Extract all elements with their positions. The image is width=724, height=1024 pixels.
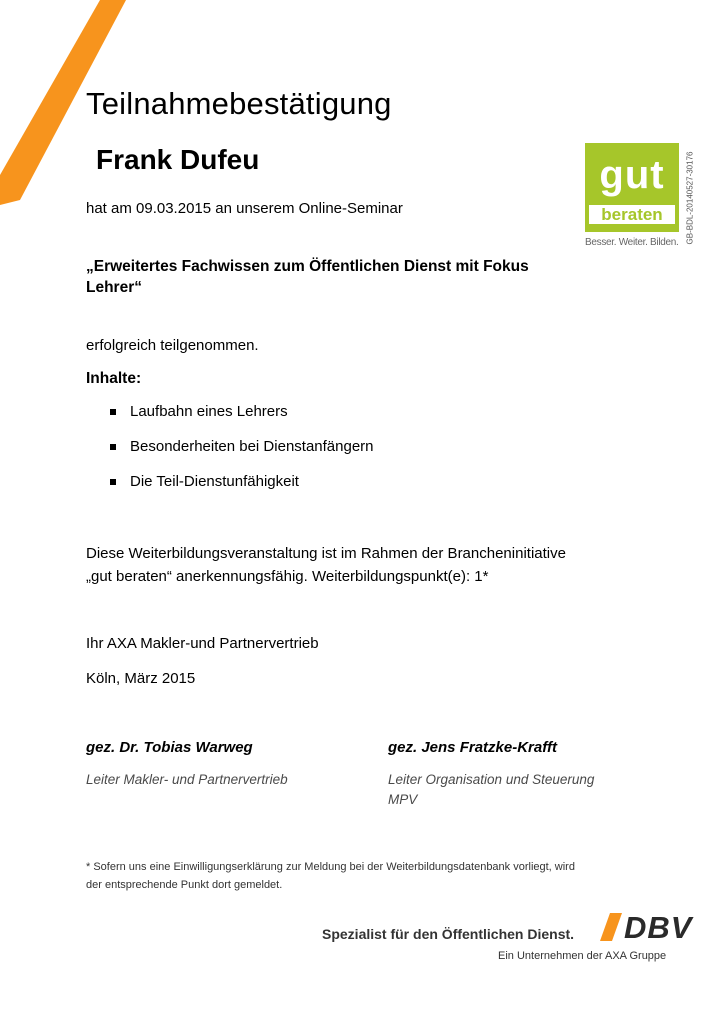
- completion-text: erfolgreich teilgenommen.: [86, 337, 259, 354]
- document-title: Teilnahmebestätigung: [86, 86, 392, 121]
- seminar-title-line-2: Lehrer“: [86, 279, 142, 296]
- recognition-line-1: Diese Weiterbildungsveranstaltung ist im Rahmen der Brancheninitiative: [86, 545, 566, 562]
- list-item: [108, 473, 374, 508]
- seminar-title-line-1: „Erweitertes Fachwissen zum Öffentlichen Dienst mit Fokus: [86, 258, 529, 275]
- contents-heading: Inhalte:: [86, 370, 142, 387]
- dbv-logo: [598, 910, 710, 944]
- place-date: Köln, März 2015: [86, 670, 196, 687]
- dbv-logo-text: DBV: [624, 910, 693, 945]
- specialist-tagline: Spezialist für den Öffentlichen Dienst.: [322, 926, 575, 942]
- bullet-square-icon: [110, 444, 116, 450]
- list-item-text: Besonderheiten bei Dienstanfängern: [130, 438, 374, 455]
- signatory-role: Leiter Makler- und Partnervertrieb: [86, 772, 288, 787]
- group-affiliation: Ein Unternehmen der AXA Gruppe: [498, 950, 667, 962]
- list-item-text: Laufbahn eines Lehrers: [130, 403, 288, 420]
- badge-id-text: GB-BDL-20140527-30176: [685, 151, 695, 245]
- footnote: [86, 858, 646, 894]
- list-item-text: Die Teil-Dienstunfähigkeit: [130, 473, 299, 490]
- badge-word-gut: gut: [599, 153, 665, 197]
- badge-logo-box: [585, 143, 679, 232]
- footnote-line-1: * Sofern uns eine Einwilligungserklärung zur Meldung bei der Weiterbildungsdatenbank vorliegt, wird: [86, 861, 575, 873]
- recognition-line-2: „gut beraten“ anerkennungsfähig. Weiterbildungspunkt(e): 1*: [86, 568, 489, 585]
- seminar-title: [86, 256, 606, 298]
- signatory-name: gez. Dr. Tobias Warweg: [86, 739, 253, 756]
- participant-name: Frank Dufeu: [96, 144, 260, 175]
- signature-block-1: [86, 739, 366, 790]
- bullet-square-icon: [110, 479, 116, 485]
- company-name: Ihr AXA Makler-und Partnervertrieb: [86, 635, 319, 652]
- badge-id-vertical: [684, 143, 696, 253]
- list-item: [108, 403, 374, 438]
- badge-word-beraten: beraten: [589, 205, 675, 224]
- signatory-role-line-2: MPV: [388, 792, 418, 807]
- contents-list: [108, 403, 374, 508]
- badge-slogan: Besser. Weiter. Bilden.: [585, 237, 679, 248]
- signatory-role: Leiter Organisation und Steuerung: [388, 772, 595, 787]
- bullet-square-icon: [110, 409, 116, 415]
- list-item: [108, 438, 374, 473]
- recognition-paragraph: [86, 542, 686, 588]
- signature-block-2: [388, 739, 668, 810]
- footnote-line-2: der entsprechende Punkt dort gemeldet.: [86, 879, 283, 891]
- attendance-date-text: hat am 09.03.2015 an unserem Online-Seminar: [86, 200, 403, 217]
- signatory-name: gez. Jens Fratzke-Krafft: [388, 739, 557, 756]
- gut-beraten-badge: [585, 143, 680, 253]
